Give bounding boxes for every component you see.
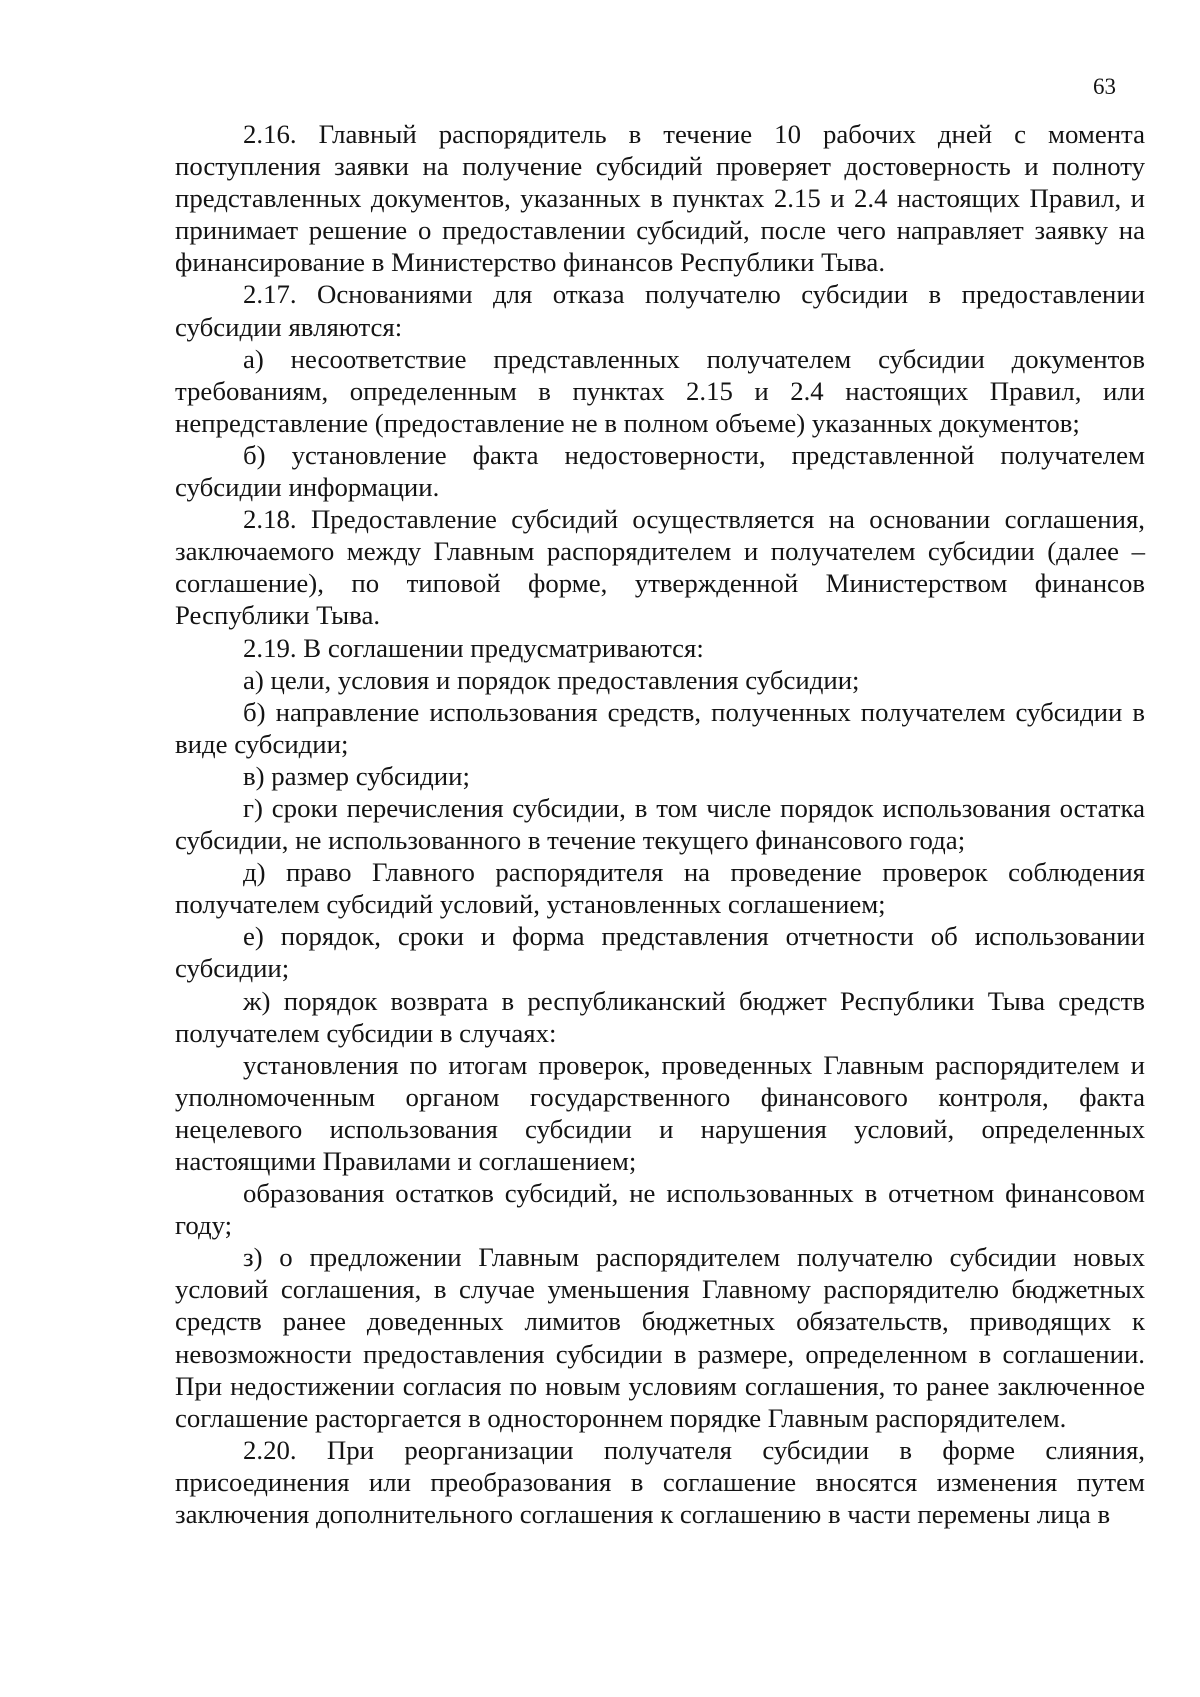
paragraph-2-19-z: з) о предложении Главным распорядителем получателю субсидии новых условий соглашения, в случае уменьшения Главному распорядителю бюджетных средств ранее доведенных лимитов бюджетных обязательств, приводящих к невозможности предоставления субсидии в размере, определенном в соглашении. При недостижении согласия по новым условиям соглашения, то ранее заключенное соглашение расторгается в одностороннем порядке Главным распорядителем. <box>175 1242 1145 1433</box>
paragraph-2-19: 2.19. В соглашении предусматриваются: <box>243 632 704 663</box>
paragraph-2-17-b: б) установление факта недостоверности, представленной получателем субсидии информации. <box>175 439 1145 503</box>
paragraph-2-19-a: а) цели, условия и порядок предоставления субсидии; <box>243 664 860 695</box>
document-body <box>175 118 1145 1530</box>
paragraph-2-19-zh-case-1: установления по итогам проверок, проведенных Главным распорядителем и уполномоченным органом государственного финансового контроля, факта нецелевого использования субсидии и нарушения условий, определенных настоящими Правилами и соглашением; <box>175 1049 1145 1176</box>
page-number: 63 <box>1093 74 1116 99</box>
paragraph-2-19-g: г) сроки перечисления субсидии, в том числе порядок использования остатка субсидии, не использованного в течение текущего финансового года; <box>175 792 1145 856</box>
paragraph-2-19-e: е) порядок, сроки и форма представления отчетности об использовании субсидии; <box>175 921 1145 984</box>
paragraph-2-19-v: в) размер субсидии; <box>243 760 470 791</box>
paragraph-2-19-b: б) направление использования средств, полученных получателем субсидии в виде субсидии; <box>175 696 1145 759</box>
paragraph-2-19-zh-case-2: образования остатков субсидий, не использованных в отчетном финансовом году; <box>175 1178 1145 1241</box>
paragraph-2-18: 2.18. Предоставление субсидий осуществляется на основании соглашения, заключаемого между Главным распорядителем и получателем субсидии (далее – соглашение), по типовой форме, утвержденной Министерством финансов Республики Тыва. <box>175 504 1145 631</box>
paragraph-2-20: 2.20. При реорганизации получателя субсидии в форме слияния, присоединения или преобразования в соглашение вносятся изменения путем заключения дополнительного соглашения к соглашению в части перемены лица в <box>175 1434 1145 1530</box>
paragraph-2-19-zh: ж) порядок возврата в республиканский бюджет Республики Тыва средств получателем субсидии в случаях: <box>175 985 1145 1048</box>
paragraph-2-17-a: а) несоответствие представленных получателем субсидии документов требованиям, определенным в пунктах 2.15 и 2.4 настоящих Правил, или непредставление (предоставление не в полном объеме) указанных документов; <box>175 343 1145 438</box>
paragraph-2-19-d: д) право Главного распорядителя на проведение проверок соблюдения получателем субсидий условий, установленных соглашением; <box>175 857 1145 920</box>
paragraph-2-17: 2.17. Основаниями для отказа получателю субсидии в предоставлении субсидии являются: <box>175 279 1145 342</box>
paragraph-2-16: 2.16. Главный распорядитель в течение 10 рабочих дней с момента поступления заявки на получение субсидий проверяет достоверность и полноту представленных документов, указанных в пунктах 2.15 и 2.4 настоящих Правил, и принимает решение о предоставлении субсидий, после чего направляет заявку на финансирование в Министерство финансов Республики Тыва. <box>175 119 1145 278</box>
